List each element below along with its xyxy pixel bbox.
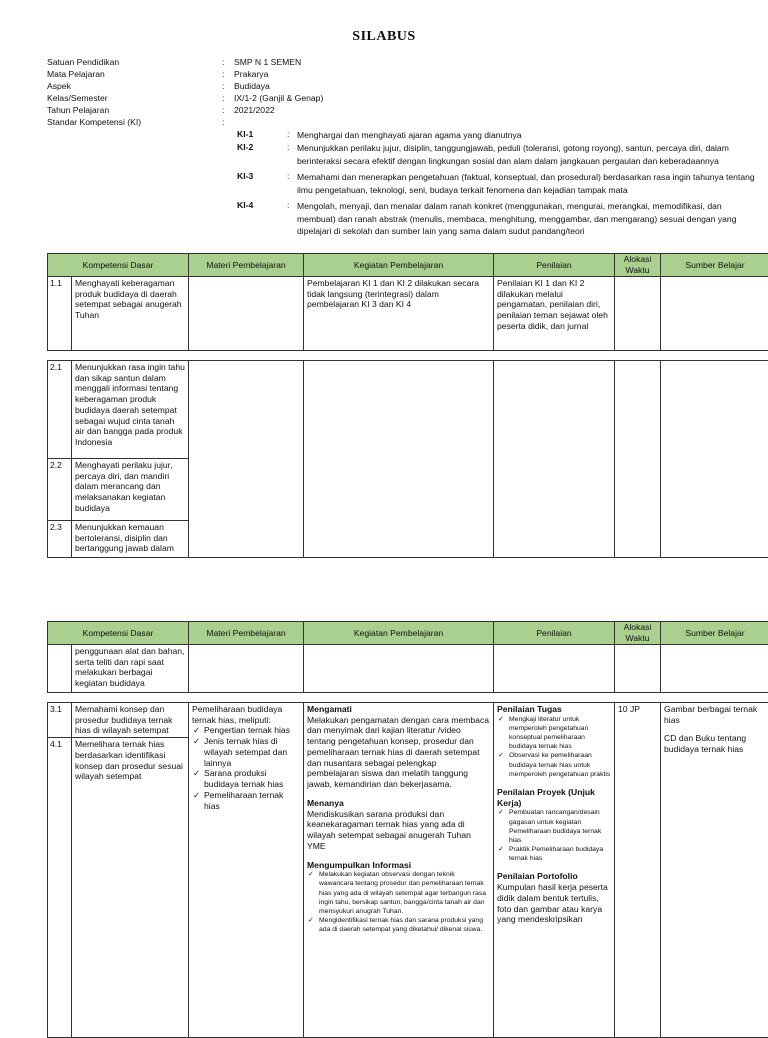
- proyek-heading: Penilaian Proyek (Unjuk Kerja): [497, 787, 611, 808]
- tugas-item: ✓ Mengkaji literatur untuk memperoleh pengetahuan konseptual pemeliharaan budidaya ternak hias: [509, 715, 611, 752]
- header-alokasi: Alokasi Waktu: [615, 622, 661, 645]
- kd-number: 4.1: [48, 738, 72, 1038]
- kd-text: Menghayati keberagaman produk budidaya di daerah setempat sebagai anugerah Tuhan: [72, 277, 189, 351]
- kd-number: 2.3: [48, 521, 72, 558]
- meta-value: SMP N 1 SEMEN: [234, 57, 757, 69]
- ki-code: KI-2: [237, 142, 287, 167]
- materi-cell: [189, 703, 304, 1038]
- meta-colon: :: [222, 81, 234, 93]
- spacer-cell: [48, 351, 768, 361]
- meta-row: [47, 93, 757, 105]
- tugas-list: [497, 715, 611, 779]
- kd-number: 1.1: [48, 277, 72, 351]
- materi-list: [192, 725, 300, 811]
- proyek-item: ✓ Pembuatan rancangan/desain gagasan untuk kegiatan Pemeliharaan budidaya ternak hias: [509, 808, 611, 845]
- meta-label: Standar Kompetensi (KI): [47, 117, 222, 129]
- ki-text: Mengolah, menyaji, dan menalar dalam ranah konkret (menggunakan, mengurai, merangkai, memodifikasi, dan membuat) dan ranah abstrak (menulis, membaca, menghitung, menggambar, dan mengarang) sesuai dengan yang dipelajari di sekolah dan sumber lain yang sama dalam sudut pandang/teori: [297, 200, 757, 237]
- kegiatan-cell: Pembelajaran KI 1 dan KI 2 dilakukan secara tidak langsung (terintegrasi) dalam pembelajaran KI 3 dan KI 4: [304, 277, 494, 351]
- ki-code: KI-3: [237, 171, 287, 196]
- header-kompetensi-dasar: Kompetensi Dasar: [48, 622, 189, 645]
- mengumpulkan-item: ✓ Melakukan kegiatan observasi dengan teknik wawancara tentang prosedur dan pemeliharaan ternak hias yang ada di wilayah setempat agar terbangun rasa ingin tahu, bersikap santun, bangga/cinta tanah air dan mensyukuri anugrah Tuhan.: [319, 870, 490, 916]
- meta-colon: :: [222, 57, 234, 69]
- ki-text: Menunjukkan perilaku jujur, disiplin, tanggungjawab, peduli (toleransi, gotong royong), santun, percaya diri, dalam berinteraksi secara efektif dengan lingkungan sosial dan alam dalam jangkauan pergaulan dan keberadaannya: [297, 142, 757, 167]
- sumber-cell: [661, 703, 768, 1038]
- alokasi-cell: [615, 277, 661, 351]
- meta-value: [234, 117, 757, 129]
- ki-colon: :: [287, 200, 297, 237]
- menanya-heading: Menanya: [307, 798, 490, 809]
- kegiatan-cell: [304, 361, 494, 558]
- ki-text: Memahami dan menerapkan pengetahuan (faktual, konseptual, dan prosedural) berdasarkan rasa ingin tahunya tentang ilmu pengetahuan, teknologi, seni, budaya terkait fenomena dan kejadian tampak mata: [297, 171, 757, 196]
- meta-row: [47, 117, 757, 129]
- kd-text: Memelihara ternak hias berdasarkan identifikasi konsep dan prosedur sesuai wilayah setempat: [72, 738, 189, 1038]
- ki-item: [237, 129, 757, 141]
- syllabus-table-2: [47, 621, 768, 1038]
- core-competency-list: [237, 129, 757, 238]
- tugas-heading: Penilaian Tugas: [497, 704, 611, 715]
- sumber-item: CD dan Buku tentang budidaya ternak hias: [664, 733, 766, 754]
- materi-cell: [189, 277, 304, 351]
- header-materi: Materi Pembelajaran: [189, 622, 304, 645]
- mengamati-heading: Mengamati: [307, 704, 490, 715]
- sumber-item: Gambar berbagai ternak hias: [664, 704, 766, 725]
- header-kompetensi-dasar: Kompetensi Dasar: [48, 254, 189, 277]
- meta-value: Prakarya: [234, 69, 757, 81]
- spacer-row: [48, 351, 768, 361]
- meta-row: [47, 81, 757, 93]
- meta-value: 2021/2022: [234, 105, 757, 117]
- portofolio-heading: Penilaian Portofolio: [497, 871, 611, 882]
- penilaian-cell: [494, 645, 615, 693]
- meta-colon: :: [222, 105, 234, 117]
- ki-code: KI-4: [237, 200, 287, 237]
- header-sumber: Sumber Belajar: [661, 622, 768, 645]
- penilaian-cell: [494, 361, 615, 558]
- kd-number: 2.2: [48, 459, 72, 521]
- syllabus-table-1: [47, 253, 768, 558]
- alokasi-cell: [615, 645, 661, 693]
- sumber-cell: [661, 277, 768, 351]
- portofolio-text: Kumpulan hasil kerja peserta didik dalam bentuk tertulis, foto dan gambar atau karya yang mendeskripsikan: [497, 882, 611, 925]
- kegiatan-cell: [304, 703, 494, 1038]
- document-title: SILABUS: [0, 28, 768, 46]
- spacer-row: [48, 693, 768, 703]
- materi-item: ✓ Pengertian ternak hias: [204, 725, 300, 736]
- mengumpulkan-heading: Mengumpulkan Informasi: [307, 860, 490, 871]
- meta-label: Aspek: [47, 81, 222, 93]
- kd-text: Menghayati perilaku jujur, percaya diri, dan mandiri dalam merancang dan melaksanakan kegiatan budidaya: [72, 459, 189, 521]
- ki-colon: :: [287, 129, 297, 141]
- kd-text: penggunaan alat dan bahan, serta teliti dan rapi saat melakukan berbagai kegiatan budidaya: [72, 645, 189, 693]
- meta-value: IX/1-2 (Ganjil & Genap): [234, 93, 757, 105]
- ki-colon: :: [287, 171, 297, 196]
- ki-colon: :: [287, 142, 297, 167]
- materi-cell: [189, 645, 304, 693]
- header-penilaian: Penilaian: [494, 622, 615, 645]
- kd-text: Menunjukkan kemauan bertoleransi, disiplin dan bertanggung jawab dalam: [72, 521, 189, 558]
- sumber-cell: [661, 645, 768, 693]
- materi-intro: Pemeliharaan budidaya ternak hias, meliputi:: [192, 704, 300, 725]
- meta-label: Tahun Pelajaran: [47, 105, 222, 117]
- table-header-row: [48, 622, 768, 645]
- ki-code: KI-1: [237, 129, 287, 141]
- kd-number: [48, 645, 72, 693]
- materi-cell: [189, 361, 304, 558]
- menanya-text: Mendiskusikan sarana produksi dan keanekaragaman ternak hias yang ada di wilayah setempat sebagai anugerah Tuhan YME: [307, 809, 490, 852]
- table-row: [48, 703, 768, 738]
- kegiatan-cell: [304, 645, 494, 693]
- table-row: [48, 361, 768, 459]
- meta-row: [47, 105, 757, 117]
- meta-row: [47, 69, 757, 81]
- meta-label: Mata Pelajaran: [47, 69, 222, 81]
- meta-colon: :: [222, 69, 234, 81]
- ki-item: [237, 171, 757, 196]
- kd-number: 2.1: [48, 361, 72, 459]
- sumber-cell: [661, 361, 768, 558]
- header-penilaian: Penilaian: [494, 254, 615, 277]
- header-sumber: Sumber Belajar: [661, 254, 768, 277]
- meta-label: Kelas/Semester: [47, 93, 222, 105]
- kd-text: Memahami konsep dan prosedur budidaya ternak hias di wilayah setempat: [72, 703, 189, 738]
- header-kegiatan: Kegiatan Pembelajaran: [304, 622, 494, 645]
- meta-row: [47, 57, 757, 69]
- penilaian-cell: [494, 703, 615, 1038]
- materi-item: ✓ Jenis ternak hias di wilayah setempat dan lainnya: [204, 736, 300, 768]
- table-row: [48, 645, 768, 693]
- tugas-item: ✓ Observasi ke pemeliharaan budidaya ternak hias untuk memperoleh pengetahuan praktis: [509, 751, 611, 779]
- table-header-row: [48, 254, 768, 277]
- mengumpulkan-item: ✓ Mengidentifikasi ternak hias dan sarana produksi yang ada di daerah setempat yang diketahui/ dikenal siswa.: [319, 916, 490, 934]
- header-alokasi: Alokasi Waktu: [615, 254, 661, 277]
- identity-block: [47, 57, 757, 129]
- ki-item: [237, 200, 757, 237]
- ki-text: Menghargai dan menghayati ajaran agama yang dianutnya: [297, 129, 757, 141]
- meta-colon: :: [222, 93, 234, 105]
- header-kegiatan: Kegiatan Pembelajaran: [304, 254, 494, 277]
- materi-item: ✓ Pemeliharaan ternak hias: [204, 790, 300, 811]
- ki-item: [237, 142, 757, 167]
- meta-value: Budidaya: [234, 81, 757, 93]
- alokasi-cell: [615, 361, 661, 558]
- alokasi-cell: 10 JP: [615, 703, 661, 1038]
- proyek-list: [497, 808, 611, 863]
- spacer-cell: [48, 693, 768, 703]
- kd-number: 3.1: [48, 703, 72, 738]
- meta-label: Satuan Pendidikan: [47, 57, 222, 69]
- mengamati-text: Melakukan pengamatan dengan cara membaca dan menyimak dari kajian literatur /video tentang pengetahuan konsep, prosedur dan pemeliharaan ternak hias di daerah setempat dan nusantara sebagai pelengkap pembelajaran siswa dan melatih tanggung jawab, kemandirian dan bekerjasama.: [307, 715, 490, 790]
- penilaian-cell: Penilaian KI 1 dan KI 2 dilakukan melalui pengamatan, penilaian diri, penilaian teman sejawat oleh peserta didik, dan jurnal: [494, 277, 615, 351]
- kd-text: Menunjukkan rasa ingin tahu dan sikap santun dalam menggali informasi tentang keberagaman produk budidaya daerah setempat sebagai wujud cinta tanah air dan bangga pada produk Indonesia: [72, 361, 189, 459]
- table-row: [48, 277, 768, 351]
- header-materi: Materi Pembelajaran: [189, 254, 304, 277]
- mengumpulkan-list: [307, 870, 490, 934]
- proyek-item: ✓ Praktik Pemeliharaan budidaya ternak hias: [509, 845, 611, 863]
- meta-colon: :: [222, 117, 234, 129]
- materi-item: ✓ Sarana produksi budidaya ternak hias: [204, 768, 300, 789]
